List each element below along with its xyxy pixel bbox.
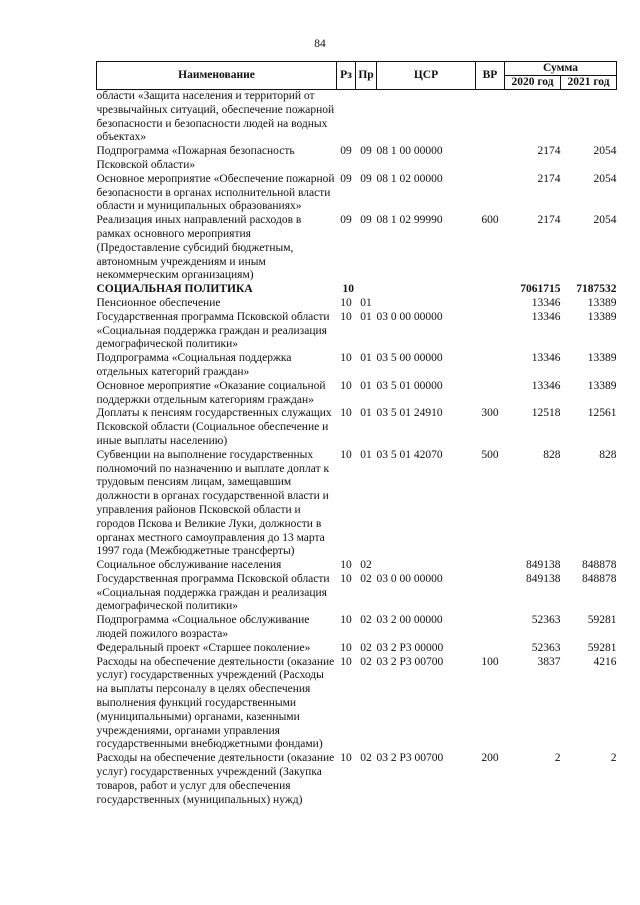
- cell-sum-2021: [561, 90, 617, 146]
- header-pr: Пр: [356, 62, 377, 90]
- cell-csr: 03 2 00 00000: [376, 614, 443, 627]
- cell-csr: 08 1 00 00000: [376, 145, 443, 158]
- cell-name: Федеральный проект «Старшее поколение»: [96, 641, 311, 654]
- cell-vr: 500: [481, 448, 499, 461]
- header-year-2021: 2021 год: [561, 76, 617, 90]
- table-row: [97, 407, 617, 448]
- cell-sum-2021: 848878: [582, 572, 617, 585]
- cell-csr: 08 1 02 99990: [376, 214, 443, 227]
- cell-rz: 10: [340, 379, 352, 392]
- table-row: [97, 380, 617, 408]
- cell-pr: 01: [360, 448, 372, 461]
- cell-sum-2021: 4216: [593, 655, 617, 668]
- cell-sum-2020: 13346: [531, 296, 561, 309]
- table-row: [97, 752, 617, 807]
- cell-sum-2021: 2054: [593, 172, 617, 185]
- cell-csr: 03 2 Р3 00000: [376, 641, 444, 654]
- cell-pr: 01: [360, 296, 372, 309]
- cell-vr: [476, 297, 505, 311]
- cell-sum-2020: 828: [543, 448, 561, 461]
- cell-vr: 100: [481, 655, 499, 668]
- cell-vr: [476, 173, 505, 214]
- cell-pr: 09: [360, 145, 372, 158]
- header-csr: ЦСР: [377, 62, 476, 90]
- cell-name: Расходы на обеспечение деятельности (оказание услуг) государственных учреждений (Закупка товаров, работ и услуг для обеспечения государственных (муниципальных) нужд): [96, 752, 335, 806]
- cell-csr: 03 2 Р3 00700: [376, 752, 444, 765]
- budget-table: [96, 61, 617, 807]
- cell-pr: 02: [360, 614, 372, 627]
- table-row: [97, 283, 617, 297]
- cell-vr: [476, 559, 505, 573]
- cell-sum-2020: 12518: [531, 407, 561, 420]
- cell-csr: 03 2 Р3 00700: [376, 655, 444, 668]
- cell-pr: 02: [360, 655, 372, 668]
- cell-rz: 10: [340, 296, 352, 309]
- cell-vr: [476, 145, 505, 173]
- table-row: [97, 311, 617, 352]
- cell-name: Государственная программа Псковской области «Социальная поддержка граждан и реализация демографической политики»: [96, 572, 330, 613]
- cell-name: Расходы на обеспечение деятельности (оказание услуг) государственных учреждений (Расходы на выплаты персоналу в целях обеспечения выполнения функций государственными (муниципальными) органами, казенными учреждениями, органами управления государственными внебюджетными фондами): [96, 655, 335, 751]
- cell-sum-2020: 13346: [531, 310, 561, 323]
- table-row: [97, 297, 617, 311]
- cell-sum-2021: 7187532: [576, 283, 617, 296]
- cell-sum-2020: 52363: [531, 614, 561, 627]
- cell-sum-2021: 13389: [587, 310, 617, 323]
- cell-vr: [476, 614, 505, 642]
- cell-vr: [476, 642, 505, 656]
- cell-sum-2021: 12561: [587, 407, 617, 420]
- cell-csr: [377, 90, 476, 146]
- cell-vr: [476, 352, 505, 380]
- cell-name: СОЦИАЛЬНАЯ ПОЛИТИКА: [96, 283, 253, 296]
- cell-sum-2020: [505, 90, 561, 146]
- cell-vr: [476, 573, 505, 614]
- cell-vr: [476, 283, 505, 297]
- cell-rz: 09: [340, 145, 352, 158]
- cell-vr: 300: [481, 407, 499, 420]
- cell-pr: 01: [360, 379, 372, 392]
- cell-sum-2020: 849138: [526, 559, 561, 572]
- cell-pr: [356, 90, 377, 146]
- cell-sum-2020: 3837: [537, 655, 561, 668]
- cell-name: Основное мероприятие «Оказание социальной поддержки отдельным категориям граждан»: [96, 379, 326, 406]
- cell-pr: 02: [360, 752, 372, 765]
- cell-pr: 09: [360, 172, 372, 185]
- cell-rz: 10: [340, 310, 352, 323]
- table-row: [97, 559, 617, 573]
- cell-sum-2020: 2174: [537, 214, 561, 227]
- cell-rz: 09: [340, 172, 352, 185]
- cell-name: Подпрограмма «Социальная поддержка отдельных категорий граждан»: [96, 352, 292, 378]
- cell-sum-2020: 7061715: [520, 283, 561, 296]
- header-year-2020: 2020 год: [505, 76, 561, 90]
- cell-rz: 10: [340, 407, 352, 420]
- cell-csr: 03 5 01 00000: [376, 379, 443, 392]
- cell-csr: 03 0 00 00000: [376, 572, 443, 585]
- cell-sum-2021: 828: [599, 448, 617, 461]
- cell-csr: [377, 283, 476, 297]
- cell-vr: [476, 380, 505, 408]
- cell-rz: 10: [340, 352, 352, 365]
- cell-sum-2021: 13389: [587, 352, 617, 365]
- cell-pr: 02: [360, 641, 372, 654]
- cell-sum-2020: 2174: [537, 172, 561, 185]
- table-row: [97, 573, 617, 614]
- cell-rz: 09: [340, 214, 352, 227]
- cell-sum-2020: 13346: [531, 352, 561, 365]
- cell-pr: [356, 283, 377, 297]
- table-row: [97, 642, 617, 656]
- cell-sum-2020: 849138: [526, 572, 561, 585]
- table-row: [97, 449, 617, 559]
- cell-rz: 10: [340, 572, 352, 585]
- table-row: [97, 214, 617, 283]
- cell-rz: 10: [340, 752, 352, 765]
- cell-sum-2021: 13389: [587, 296, 617, 309]
- cell-rz: 10: [340, 448, 352, 461]
- table-body: [97, 90, 617, 808]
- cell-pr: 01: [360, 407, 372, 420]
- cell-sum-2021: 848878: [582, 559, 617, 572]
- cell-name: Подпрограмма «Пожарная безопасность Псковской области»: [96, 145, 295, 171]
- cell-vr: [476, 90, 505, 146]
- cell-rz: 10: [340, 559, 352, 572]
- cell-rz: [337, 90, 356, 146]
- cell-sum-2020: 52363: [531, 641, 561, 654]
- cell-sum-2021: 2: [610, 752, 617, 765]
- table-row: [97, 614, 617, 642]
- cell-pr: 01: [360, 352, 372, 365]
- table-row: [97, 656, 617, 753]
- cell-name: Субвенции на выполнение государственных полномочий по назначению и выплате доплат к трудовым пенсиям лицам, замещавшим должности в органах государственной власти и управления районов Псковской области и городов Пскова и Великие Луки, должности в органах местного самоуправления до 13 марта 1997 года (Межбюджетные трансферты): [96, 448, 330, 558]
- header-vr: ВР: [476, 62, 505, 90]
- cell-name: Социальное обслуживание населения: [96, 559, 282, 572]
- table-row: [97, 352, 617, 380]
- cell-csr: 08 1 02 00000: [376, 172, 443, 185]
- header-name: Наименование: [97, 62, 337, 90]
- cell-csr: 03 5 01 42070: [376, 448, 443, 461]
- cell-csr: 03 0 00 00000: [376, 310, 443, 323]
- cell-sum-2021: 2054: [593, 214, 617, 227]
- cell-sum-2021: 2054: [593, 145, 617, 158]
- cell-csr: 03 5 00 00000: [376, 352, 443, 365]
- cell-name: Основное мероприятие «Обеспечение пожарной безопасности в органах исполнительной власти области и муниципальных образованиях»: [96, 172, 335, 213]
- cell-name: Подпрограмма «Социальное обслуживание людей пожилого возраста»: [96, 614, 310, 641]
- cell-name: области «Защита населения и территорий от чрезвычайных ситуаций, обеспечение пожарной безопасности и безопасности людей на водных объектах»: [96, 90, 335, 144]
- cell-vr: 200: [481, 752, 499, 765]
- table-row: [97, 145, 617, 173]
- table-row: [97, 173, 617, 214]
- header-sum: Сумма: [505, 62, 617, 76]
- cell-sum-2021: 13389: [587, 379, 617, 392]
- cell-sum-2020: 2: [554, 752, 561, 765]
- cell-sum-2020: 2174: [537, 145, 561, 158]
- cell-csr: [377, 559, 476, 573]
- cell-csr: [377, 297, 476, 311]
- cell-rz: 10: [340, 614, 352, 627]
- cell-rz: 10: [340, 641, 352, 654]
- cell-name: Государственная программа Псковской области «Социальная поддержка граждан и реализация демографической политики»: [96, 310, 330, 351]
- cell-sum-2021: 59281: [587, 614, 617, 627]
- cell-rz: 10: [342, 283, 354, 296]
- cell-sum-2020: 13346: [531, 379, 561, 392]
- cell-pr: 09: [360, 214, 372, 227]
- cell-rz: 10: [340, 655, 352, 668]
- page-number: 84: [314, 38, 326, 50]
- table-row: [97, 90, 617, 146]
- cell-name: Доплаты к пенсиям государственных служащих Псковской области (Социальное обеспечение и иные выплаты населению): [96, 407, 332, 447]
- cell-pr: 01: [360, 310, 372, 323]
- header-rz: Рз: [337, 62, 356, 90]
- cell-csr: 03 5 01 24910: [376, 407, 443, 420]
- cell-vr: 600: [481, 214, 499, 227]
- cell-name: Реализация иных направлений расходов в рамках основного мероприятия (Предоставление субсидий бюджетным, автономным учреждениям и иным некоммерческим организациям): [96, 214, 302, 282]
- cell-name: Пенсионное обеспечение: [96, 296, 221, 309]
- cell-sum-2021: 59281: [587, 641, 617, 654]
- cell-pr: 02: [360, 572, 372, 585]
- cell-pr: 02: [360, 559, 372, 572]
- cell-vr: [476, 311, 505, 352]
